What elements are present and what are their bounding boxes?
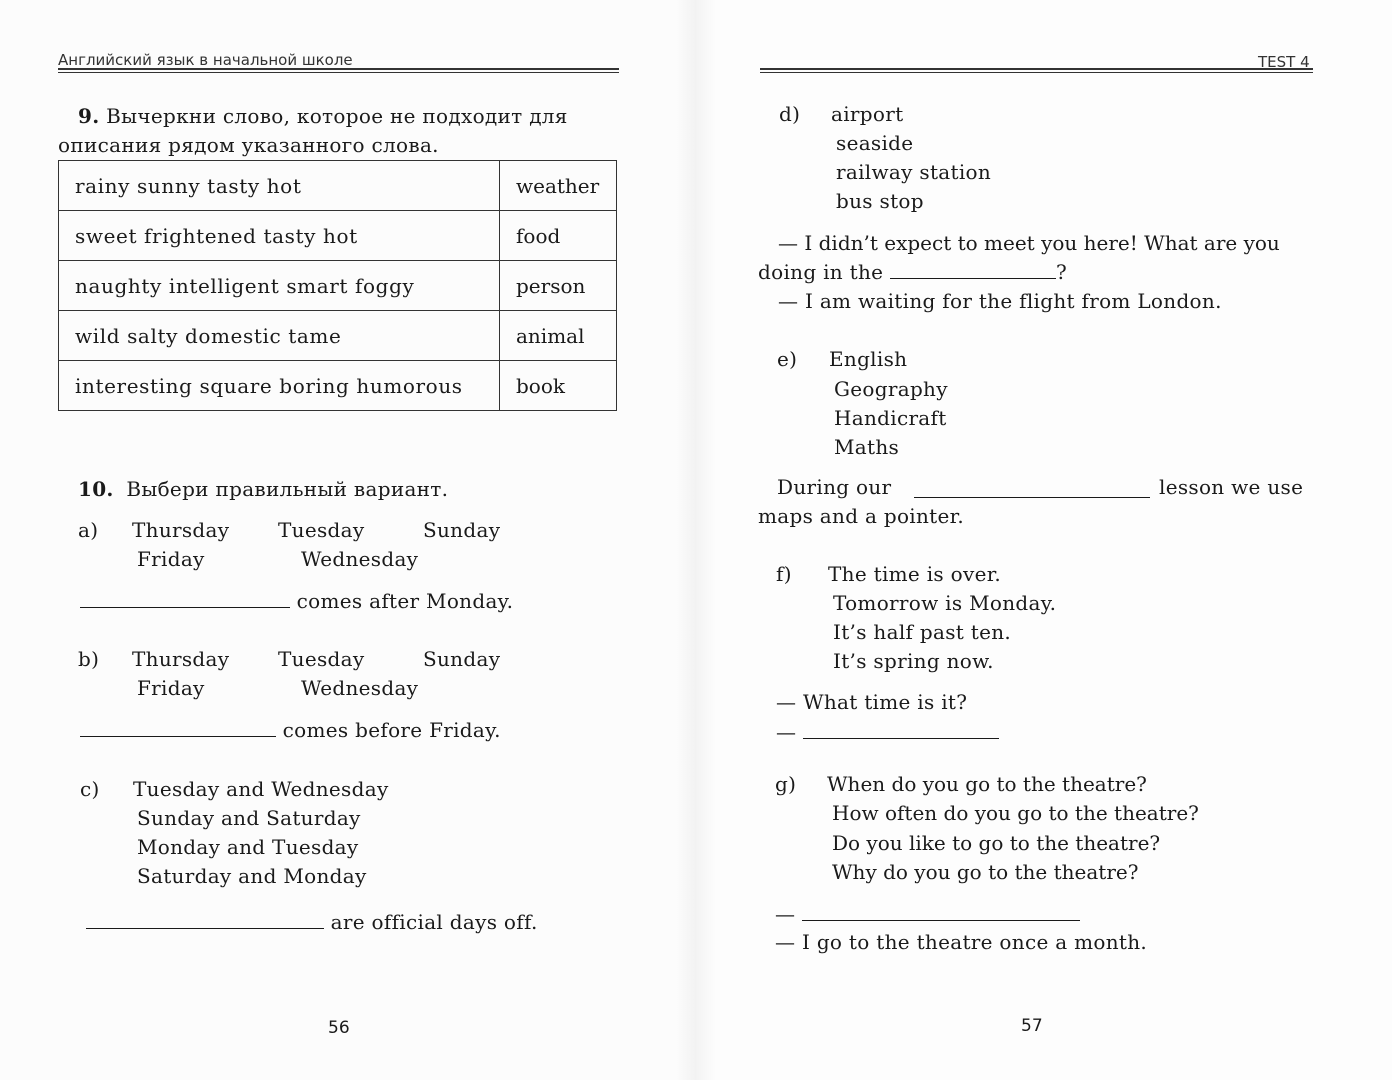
- task-g-answer: — I go to the theatre once a month.: [775, 930, 1148, 954]
- option-e-3: Handicraft: [834, 406, 947, 430]
- option-friday: Friday: [137, 547, 205, 571]
- option-c-1: Tuesday and Wednesday: [133, 777, 389, 801]
- left-page-number: 56: [328, 1018, 350, 1038]
- task-e-line2: maps and a pointer.: [758, 504, 964, 528]
- option-e-4: Maths: [834, 435, 900, 459]
- option-e-2: Geography: [834, 377, 948, 401]
- option-sunday: Sunday: [423, 518, 501, 542]
- task10-b-letter: b): [78, 647, 100, 671]
- answer-blank[interactable]: [914, 479, 1150, 498]
- answer-blank[interactable]: [803, 720, 999, 739]
- table-words-cell: rainy sunny tasty hot: [59, 161, 500, 211]
- line-text: doing in the: [758, 260, 884, 284]
- task10-c-sentence: [86, 910, 538, 934]
- task-d-line2: [758, 260, 1067, 284]
- table-row: [59, 161, 617, 211]
- task-e-line1-end: lesson we use: [1159, 475, 1304, 499]
- option-d-4: bus stop: [836, 189, 924, 213]
- table-words-cell: naughty intelligent smart foggy: [59, 261, 500, 311]
- table-category-cell: animal: [500, 311, 617, 361]
- table-category-cell: person: [500, 261, 617, 311]
- task10-number: 10.: [78, 477, 114, 501]
- answer-blank[interactable]: [80, 589, 290, 608]
- sentence-text: are official days off.: [330, 910, 538, 934]
- task-g-letter: g): [775, 772, 797, 796]
- option-f-2: Tomorrow is Monday.: [833, 591, 1057, 615]
- task9-table: [58, 160, 617, 411]
- sentence-text: comes after Monday.: [296, 589, 514, 613]
- answer-blank[interactable]: [890, 260, 1056, 279]
- option-wednesday: Wednesday: [301, 676, 419, 700]
- table-words-cell: wild salty domestic tame: [59, 311, 500, 361]
- option-f-1: The time is over.: [828, 562, 1002, 586]
- option-wednesday: Wednesday: [301, 547, 419, 571]
- task9-line2: описания рядом указанного слова.: [58, 133, 439, 157]
- dash: —: [775, 902, 796, 926]
- task-e-blank: [914, 479, 1150, 502]
- left-header-rule: [58, 68, 619, 73]
- line-text: ?: [1055, 260, 1067, 284]
- task-d-letter: d): [779, 102, 801, 126]
- task-d-line3: — I am waiting for the flight from London.: [778, 289, 1222, 313]
- option-d-3: railway station: [836, 160, 992, 184]
- right-page-header: TEST 4: [1258, 53, 1310, 71]
- task-f-answer-line: [776, 720, 999, 744]
- task-f-question: — What time is it?: [776, 690, 968, 714]
- table-category-cell: book: [500, 361, 617, 411]
- task10-heading: [78, 477, 448, 501]
- book-gutter: [676, 0, 716, 1080]
- option-g-1: When do you go to the theatre?: [827, 772, 1147, 796]
- table-row: [59, 361, 617, 411]
- option-g-3: Do you like to go to the theatre?: [832, 831, 1161, 855]
- task10-a-letter: a): [78, 518, 99, 542]
- option-f-3: It’s half past ten.: [833, 620, 1012, 644]
- task9-line1: Вычеркни слово, которое не подходит для: [106, 104, 568, 128]
- option-e-1: English: [829, 347, 908, 371]
- option-c-4: Saturday and Monday: [137, 864, 367, 888]
- task-e-line1-start: During our: [777, 475, 892, 499]
- task10-c-letter: c): [80, 777, 100, 801]
- task-d-line1: — I didn’t expect to meet you here! What are you: [778, 231, 1280, 255]
- sentence-text: comes before Friday.: [282, 718, 501, 742]
- answer-blank[interactable]: [80, 718, 276, 737]
- option-c-3: Monday and Tuesday: [137, 835, 359, 859]
- task9-number: 9.: [78, 104, 100, 128]
- option-thursday: Thursday: [132, 518, 230, 542]
- dash: —: [776, 720, 797, 744]
- table-category-cell: food: [500, 211, 617, 261]
- option-tuesday: Tuesday: [278, 647, 365, 671]
- task10-a-sentence: [80, 589, 513, 613]
- table-row: [59, 211, 617, 261]
- task9-heading: [78, 104, 568, 128]
- answer-blank[interactable]: [802, 902, 1080, 921]
- task-f-letter: f): [776, 562, 792, 586]
- task-e-letter: e): [777, 347, 798, 371]
- option-c-2: Sunday and Saturday: [137, 806, 361, 830]
- table-words-cell: interesting square boring humorous: [59, 361, 500, 411]
- table-row: [59, 261, 617, 311]
- table-words-cell: sweet frightened tasty hot: [59, 211, 500, 261]
- option-g-2: How often do you go to the theatre?: [832, 801, 1199, 825]
- task10-b-sentence: [80, 718, 501, 742]
- right-page-number: 57: [1021, 1016, 1043, 1036]
- option-thursday: Thursday: [132, 647, 230, 671]
- table-row: [59, 311, 617, 361]
- right-header-rule: [760, 68, 1313, 73]
- option-sunday: Sunday: [423, 647, 501, 671]
- table-category-cell: weather: [500, 161, 617, 211]
- answer-blank[interactable]: [86, 910, 324, 929]
- left-page-header: Английский язык в начальной школе: [58, 51, 353, 69]
- option-tuesday: Tuesday: [278, 518, 365, 542]
- option-f-4: It’s spring now.: [833, 649, 994, 673]
- option-d-1: airport: [831, 102, 904, 126]
- option-d-2: seaside: [836, 131, 914, 155]
- task10-instruction: Выбери правильный вариант.: [126, 477, 449, 501]
- option-g-4: Why do you go to the theatre?: [832, 860, 1139, 884]
- task-g-answer-line: [775, 902, 1080, 926]
- option-friday: Friday: [137, 676, 205, 700]
